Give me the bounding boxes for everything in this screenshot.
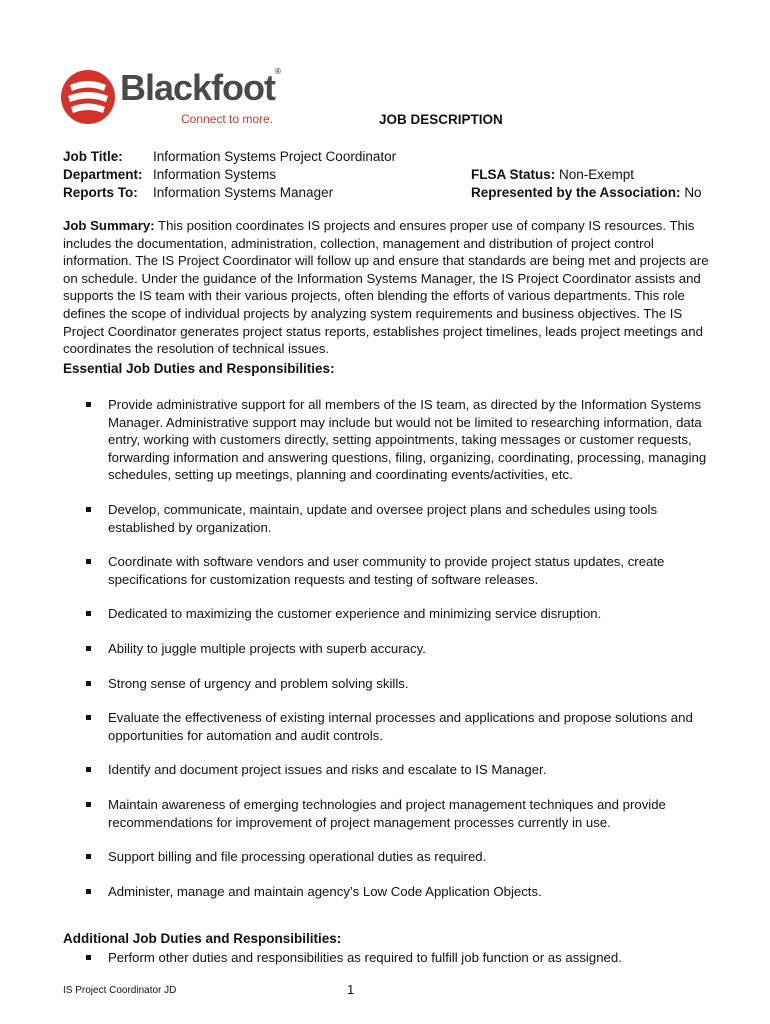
additional-duties-list	[63, 949, 723, 967]
bullet-icon	[86, 507, 91, 512]
bullet-icon	[86, 402, 91, 407]
meta-status	[471, 166, 702, 202]
flsa-status	[471, 166, 702, 184]
list-item: Develop, communicate, maintain, update and oversee project plans and schedules using tools established by organization.	[63, 501, 723, 536]
bullet-icon	[86, 681, 91, 686]
bullet-icon	[86, 889, 91, 894]
list-item: Administer, manage and maintain agency’s Low Code Application Objects.	[63, 883, 723, 901]
association-status	[471, 184, 702, 202]
flsa-value: Non-Exempt	[559, 167, 635, 182]
logo-wordmark: Blackfoot®	[120, 67, 280, 108]
document-title: JOB DESCRIPTION	[379, 112, 503, 127]
job-summary	[63, 217, 718, 358]
meta-labels	[63, 148, 143, 202]
bullet-icon	[86, 715, 91, 720]
list-item: Maintain awareness of emerging technologies and project management techniques and provide recommendations for improvement of project management processes currently in use.	[63, 796, 723, 831]
essential-duties-list	[63, 396, 723, 900]
bullet-icon	[86, 767, 91, 772]
job-title-label: Job Title:	[63, 149, 123, 164]
bullet-icon	[86, 802, 91, 807]
association-label: Represented by the Association:	[471, 185, 681, 200]
bullet-icon	[86, 955, 91, 960]
bullet-icon	[86, 646, 91, 651]
list-item: Support billing and file processing operational duties as required.	[63, 848, 723, 866]
bullet-icon	[86, 559, 91, 564]
list-item: Strong sense of urgency and problem solving skills.	[63, 675, 723, 693]
job-title-value: Information Systems Project Coordinator	[153, 149, 397, 164]
department-value: Information Systems	[153, 167, 277, 182]
reports-to-value: Information Systems Manager	[153, 185, 334, 200]
bullet-icon	[86, 854, 91, 859]
reports-to-label: Reports To:	[63, 185, 138, 200]
flsa-label: FLSA Status:	[471, 167, 556, 182]
list-item: Evaluate the effectiveness of existing internal processes and applications and propose solutions and opportunities for automation and audit controls.	[63, 709, 723, 744]
job-summary-label: Job Summary:	[63, 218, 155, 233]
list-item: Identify and document project issues and risks and escalate to IS Manager.	[63, 761, 723, 779]
page-number: 1	[347, 982, 355, 997]
logo-tagline: Connect to more.	[181, 112, 274, 126]
department-label: Department:	[63, 167, 143, 182]
list-item: Ability to juggle multiple projects with superb accuracy.	[63, 640, 723, 658]
footer-doc-name: IS Project Coordinator JD	[63, 985, 177, 996]
association-value: No	[684, 185, 702, 200]
meta-values	[153, 148, 396, 202]
company-logo	[60, 63, 300, 133]
additional-duties-heading: Additional Job Duties and Responsibilities:	[63, 931, 342, 946]
list-item: Dedicated to maximizing the customer experience and minimizing service disruption.	[63, 605, 723, 623]
blackfoot-logo-icon	[60, 63, 118, 131]
list-item: Perform other duties and responsibilities as required to fulfill job function or as assigned.	[63, 949, 723, 967]
job-summary-text: This position coordinates IS projects and ensures proper use of company IS resources. This includes the documentation, administration, collection, management and distribution of project control information. The IS Project Coordinator will follow up and ensure that standards are being met and projects are on schedule. Under the guidance of the Information Systems Manager, the IS Project Coordinator assists and supports the IS team with their various projects, often blending the efforts of various departments. This role defines the scope of individual projects by analyzing system requirements and business objectives. The IS Project Coordinator generates project status reports, establishes project timelines, leads project meetings and coordinates the resolution of technical issues.	[63, 218, 709, 357]
list-item: Provide administrative support for all members of the IS team, as directed by the Information Systems Manager. Administrative support may include but would not be limited to researching information, data entry, working with customers directly, setting appointments, taking messages or customer requests, forwarding information and answering questions, filing, organizing, coordinating, processing, managing schedules, setting up meetings, planning and coordinating events/activities, etc.	[63, 396, 723, 484]
bullet-icon	[86, 611, 91, 616]
list-item: Coordinate with software vendors and user community to provide project status updates, create specifications for customization requests and testing of software releases.	[63, 553, 723, 588]
essential-duties-heading: Essential Job Duties and Responsibilities:	[63, 361, 335, 376]
